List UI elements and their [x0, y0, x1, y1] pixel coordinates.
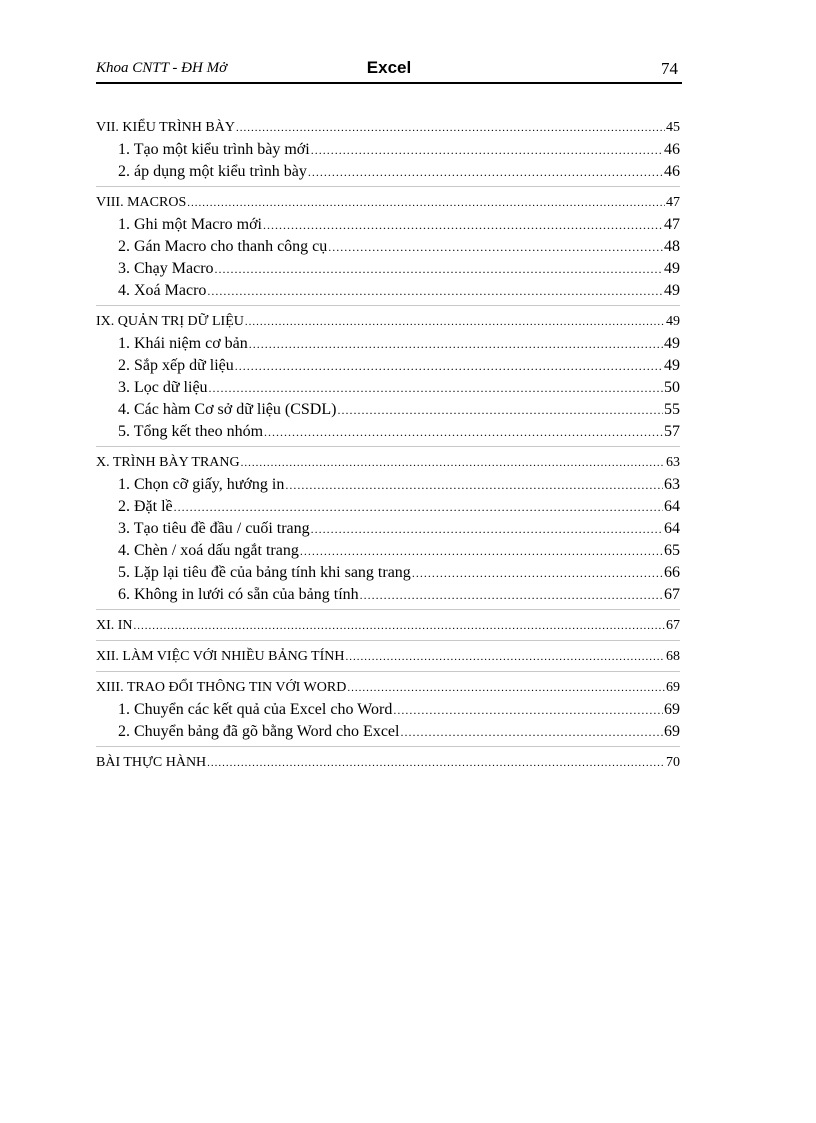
toc-entry-page: 47: [666, 195, 680, 210]
header-title: Excel: [366, 58, 412, 77]
toc-item-entry[interactable]: [96, 258, 680, 280]
dot-leader: [337, 399, 663, 421]
toc-entry-page: 64: [664, 520, 680, 537]
toc-entry-title: X. TRÌNH BÀY TRANG: [96, 455, 240, 470]
toc-entry-title: 2. áp dụng một kiểu trình bày: [118, 163, 307, 180]
dot-leader: [347, 677, 665, 699]
toc-entry-title: XI. IN: [96, 618, 133, 633]
toc-item-entry[interactable]: [96, 236, 680, 258]
toc-entry-page: 63: [664, 476, 680, 493]
toc-entry-page: 68: [666, 649, 680, 664]
toc-entry-title: 4. Chèn / xoá dấu ngắt trang: [118, 542, 299, 559]
toc-entry-page: 46: [664, 163, 680, 180]
dot-leader: [345, 646, 665, 668]
toc-section-entry[interactable]: [96, 615, 680, 637]
dot-leader: [174, 496, 663, 518]
toc-entry-title: 3. Chạy Macro: [118, 260, 214, 277]
toc-item-entry[interactable]: [96, 584, 680, 606]
toc-entry-title: 1. Khái niệm cơ bản: [118, 335, 248, 352]
toc-entry-title: BÀI THỰC HÀNH: [96, 755, 207, 770]
toc-entry-title: 1. Tạo một kiểu trình bày mới: [118, 141, 310, 158]
toc-entry-page: 66: [664, 564, 680, 581]
toc-section-entry[interactable]: [96, 752, 680, 774]
dot-leader: [215, 258, 663, 280]
toc-section-entry[interactable]: [96, 311, 680, 333]
toc-entry-title: VII. KIỂU TRÌNH BÀY: [96, 120, 235, 135]
dot-leader: [207, 280, 663, 302]
toc-section-entry[interactable]: [96, 452, 680, 474]
header-page-number: 74: [661, 59, 678, 78]
toc-entry-page: 50: [664, 379, 680, 396]
dot-leader: [207, 752, 665, 774]
toc-section-entry[interactable]: [96, 677, 680, 699]
toc-section: [96, 452, 680, 610]
toc-entry-title: 2. Sắp xếp dữ liệu: [118, 357, 234, 374]
toc-item-entry[interactable]: [96, 474, 680, 496]
toc-item-entry[interactable]: [96, 699, 680, 721]
toc-item-entry[interactable]: [96, 518, 680, 540]
page-header: [96, 58, 682, 80]
toc-section-entry[interactable]: [96, 117, 680, 139]
toc-entry-title: 1. Chọn cỡ giấy, hướng in: [118, 476, 285, 493]
toc-section: [96, 677, 680, 747]
toc-item-entry[interactable]: [96, 280, 680, 302]
toc-entry-title: 4. Các hàm Cơ sở dữ liệu (CSDL): [118, 401, 337, 418]
toc-entry-page: 49: [664, 282, 680, 299]
toc-entry-page: 69: [666, 680, 680, 695]
toc-entry-title: VIII. MACROS: [96, 195, 187, 210]
toc-entry-page: 64: [664, 498, 680, 515]
toc-entry-page: 49: [664, 335, 680, 352]
dot-leader: [241, 452, 665, 474]
toc-entry-page: 49: [664, 260, 680, 277]
toc-entry-title: XIII. TRAO ĐỔI THÔNG TIN VỚI WORD: [96, 680, 347, 695]
toc-entry-title: 3. Lọc dữ liệu: [118, 379, 208, 396]
toc-item-entry[interactable]: [96, 377, 680, 399]
toc-entry-page: 65: [664, 542, 680, 559]
toc-entry-page: 69: [664, 701, 680, 718]
dot-leader: [311, 518, 663, 540]
dot-leader: [412, 562, 663, 584]
toc-entry-page: 55: [664, 401, 680, 418]
dot-leader: [393, 699, 663, 721]
toc-entry-title: 6. Không in lưới có sẵn của bảng tính: [118, 586, 359, 603]
dot-leader: [328, 236, 663, 258]
dot-leader: [263, 214, 663, 236]
dot-leader: [245, 311, 665, 333]
toc-section: [96, 752, 680, 777]
toc-entry-page: 69: [664, 723, 680, 740]
toc-entry-page: 47: [664, 216, 680, 233]
toc-entry-title: 1. Ghi một Macro mới: [118, 216, 262, 233]
dot-leader: [311, 139, 663, 161]
toc-entry-page: 45: [666, 120, 680, 135]
toc-item-entry[interactable]: [96, 496, 680, 518]
toc-entry-title: 5. Tổng kết theo nhóm: [118, 423, 264, 440]
header-rule: [96, 82, 682, 84]
dot-leader: [400, 721, 663, 743]
toc-section: [96, 311, 680, 447]
toc-item-entry[interactable]: [96, 161, 680, 183]
toc-entry-title: 2. Đặt lề: [118, 498, 173, 515]
toc-item-entry[interactable]: [96, 399, 680, 421]
toc-item-entry[interactable]: [96, 139, 680, 161]
toc-entry-page: 48: [664, 238, 680, 255]
toc-entry-page: 49: [664, 357, 680, 374]
toc-entry-page: 70: [666, 755, 680, 770]
dot-leader: [235, 355, 663, 377]
toc-entry-title: 2. Gán Macro cho thanh công cụ: [118, 238, 328, 255]
toc-section-entry[interactable]: [96, 192, 680, 214]
toc-item-entry[interactable]: [96, 333, 680, 355]
table-of-contents: [96, 117, 680, 782]
toc-entry-title: 4. Xoá Macro: [118, 282, 207, 299]
toc-section-entry[interactable]: [96, 646, 680, 668]
toc-entry-page: 63: [666, 455, 680, 470]
toc-entry-page: 67: [664, 586, 680, 603]
dot-leader: [300, 540, 663, 562]
toc-section: [96, 646, 680, 672]
toc-entry-page: 49: [666, 314, 680, 329]
dot-leader: [264, 421, 663, 443]
dot-leader: [236, 117, 665, 139]
toc-entry-page: 57: [664, 423, 680, 440]
toc-entry-page: 67: [666, 618, 680, 633]
dot-leader: [134, 615, 665, 637]
toc-entry-title: 5. Lặp lại tiêu đề của bảng tính khi sang trang: [118, 564, 411, 581]
toc-entry-page: 46: [664, 141, 680, 158]
toc-item-entry[interactable]: [96, 562, 680, 584]
toc-item-entry[interactable]: [96, 540, 680, 562]
toc-entry-title: XII. LÀM VIỆC VỚI NHIỀU BẢNG TÍNH: [96, 649, 345, 664]
toc-entry-title: IX. QUẢN TRỊ DỮ LIỆU: [96, 314, 244, 329]
toc-item-entry[interactable]: [96, 721, 680, 743]
dot-leader: [360, 584, 663, 606]
toc-item-entry[interactable]: [96, 421, 680, 443]
dot-leader: [209, 377, 663, 399]
dot-leader: [249, 333, 663, 355]
toc-entry-title: 3. Tạo tiêu đề đầu / cuối trang: [118, 520, 310, 537]
dot-leader: [187, 192, 665, 214]
toc-section: [96, 117, 680, 187]
toc-entry-title: 2. Chuyển bảng đã gõ bằng Word cho Excel: [118, 723, 400, 740]
toc-item-entry[interactable]: [96, 214, 680, 236]
toc-item-entry[interactable]: [96, 355, 680, 377]
header-department: Khoa CNTT - ĐH Mở: [96, 60, 228, 76]
toc-section: [96, 192, 680, 306]
dot-leader: [308, 161, 663, 183]
dot-leader: [285, 474, 663, 496]
toc-section: [96, 615, 680, 641]
toc-entry-title: 1. Chuyển các kết quả của Excel cho Word: [118, 701, 393, 718]
